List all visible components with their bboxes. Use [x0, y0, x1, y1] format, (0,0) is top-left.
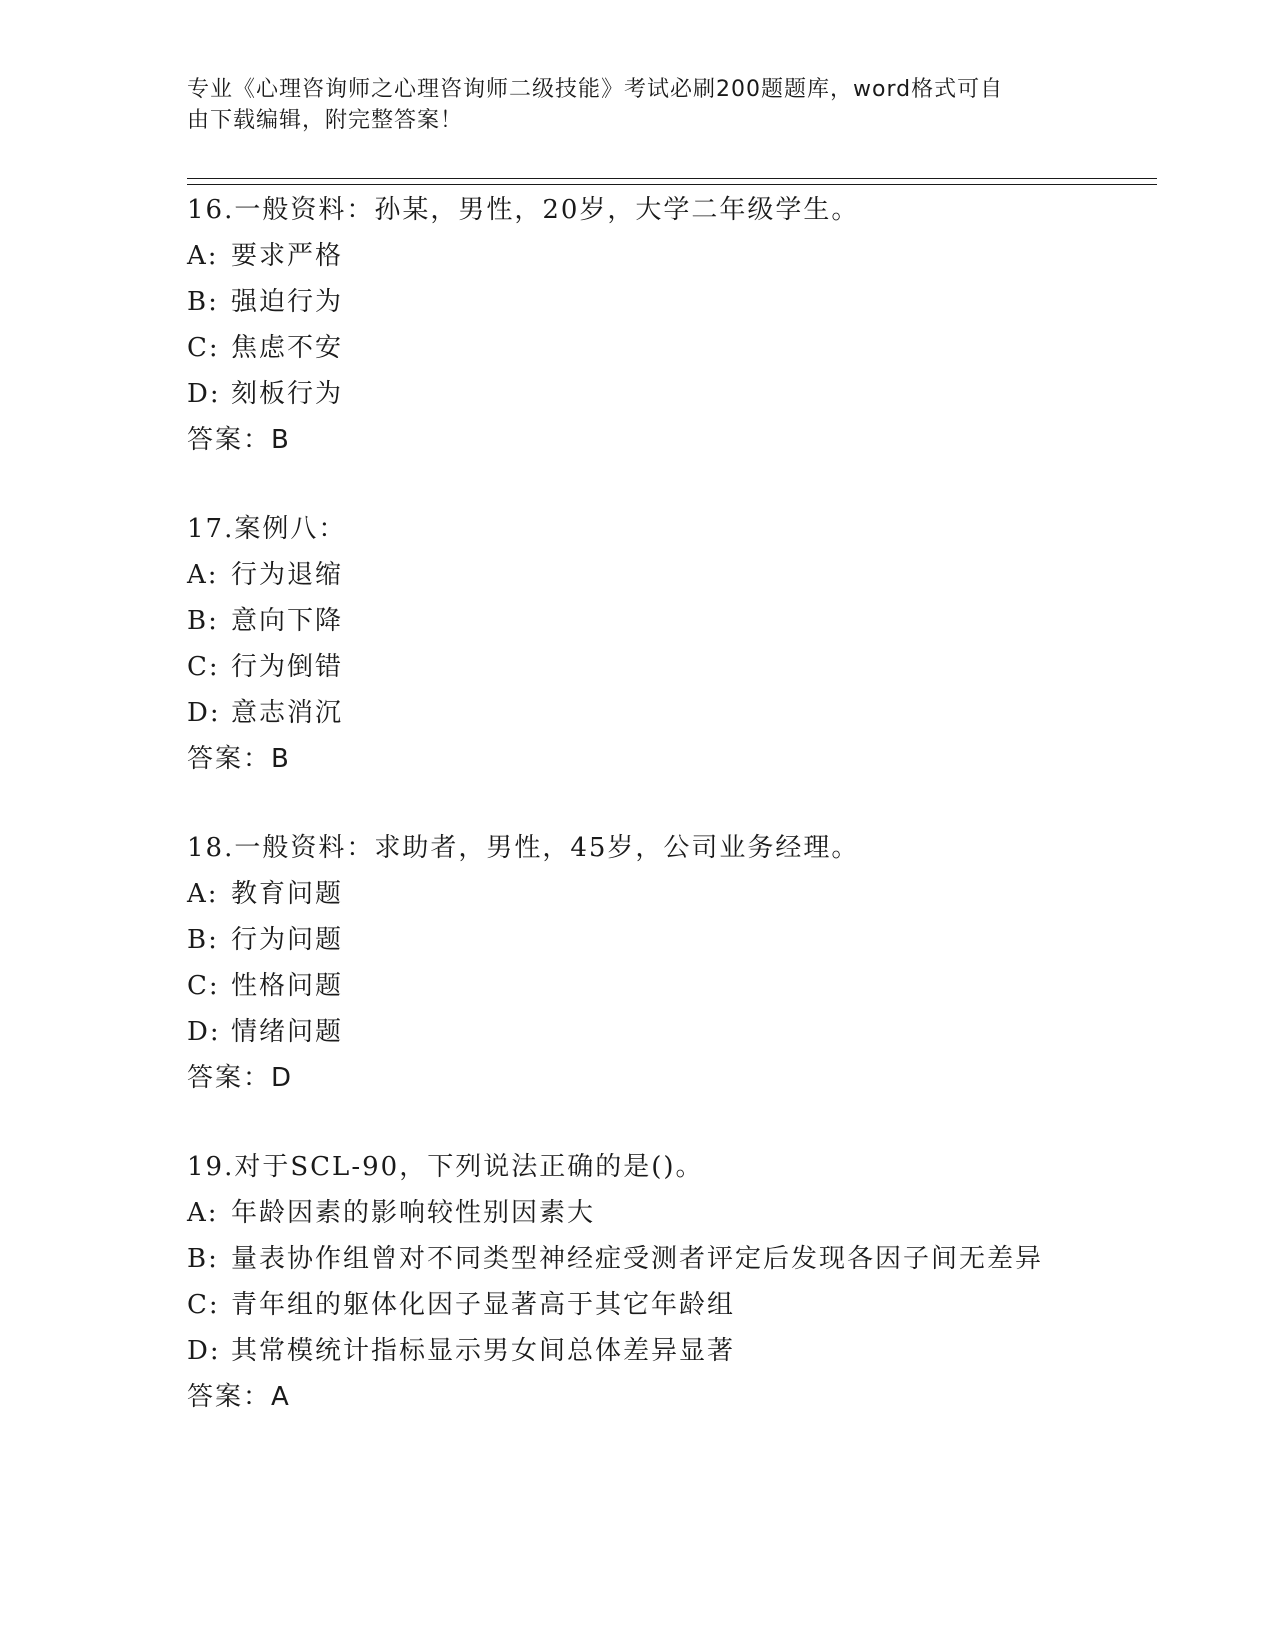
answer-label: 答案：	[187, 1382, 272, 1412]
option-b	[187, 917, 1187, 963]
answer-value: B	[271, 425, 289, 455]
option-key: D:	[187, 1017, 221, 1047]
option-key: D:	[187, 698, 221, 728]
option-text: 意志消沉	[231, 698, 344, 728]
option-key: B:	[187, 925, 219, 955]
question-stem: 17.案例八：	[187, 514, 347, 544]
option-key: A:	[187, 241, 219, 271]
option-text: 焦虑不安	[231, 333, 344, 363]
option-c	[187, 1282, 1187, 1328]
answer-line	[187, 1055, 1187, 1101]
answer-label: 答案：	[187, 1063, 272, 1093]
answer-label: 答案：	[187, 425, 272, 455]
option-d	[187, 1009, 1187, 1055]
option-text: 其常模统计指标显示男女间总体差异显著	[231, 1336, 736, 1366]
header-divider-top	[187, 178, 1157, 179]
option-text: 青年组的躯体化因子显著高于其它年龄组	[231, 1290, 736, 1320]
option-key: C:	[187, 333, 220, 363]
answer-value: A	[271, 1382, 289, 1412]
option-a	[187, 233, 1187, 279]
option-d	[187, 1328, 1187, 1374]
answer-value: D	[271, 1063, 292, 1093]
option-c	[187, 644, 1187, 690]
header-divider-bottom	[187, 184, 1157, 185]
option-text: 意向下降	[231, 606, 344, 636]
option-key: A:	[187, 560, 219, 590]
question-stem: 19.对于SCL-90，下列说法正确的是()。	[187, 1152, 704, 1182]
question-19	[187, 1144, 1187, 1420]
answer-label: 答案：	[187, 744, 272, 774]
option-text: 教育问题	[231, 879, 344, 909]
option-key: A:	[187, 879, 219, 909]
option-key: A:	[187, 1198, 219, 1228]
option-c	[187, 325, 1187, 371]
question-18	[187, 825, 1187, 1101]
option-d	[187, 690, 1187, 736]
header-line-2: 由下载编辑，附完整答案！	[187, 108, 464, 133]
option-a	[187, 1190, 1187, 1236]
header-line-1: 专业《心理咨询师之心理咨询师二级技能》考试必刷200题题库，word格式可自	[187, 77, 1004, 102]
answer-value: B	[271, 744, 289, 774]
option-key: B:	[187, 606, 219, 636]
question-16	[187, 187, 1187, 463]
option-key: C:	[187, 971, 220, 1001]
question-stem: 18.一般资料：求助者，男性，45岁，公司业务经理。	[187, 833, 860, 863]
option-b	[187, 279, 1187, 325]
question-stem: 16.一般资料：孙某，男性，20岁，大学二年级学生。	[187, 195, 860, 225]
option-key: C:	[187, 1290, 220, 1320]
option-key: D:	[187, 379, 221, 409]
answer-line	[187, 736, 1187, 782]
option-a	[187, 552, 1187, 598]
answer-line	[187, 1374, 1187, 1420]
option-b	[187, 598, 1187, 644]
answer-line	[187, 417, 1187, 463]
option-text: 情绪问题	[231, 1017, 344, 1047]
option-text: 性格问题	[231, 971, 344, 1001]
option-c	[187, 963, 1187, 1009]
option-key: B:	[187, 1244, 219, 1274]
document-header	[187, 74, 1067, 136]
option-text: 年龄因素的影响较性别因素大	[231, 1198, 596, 1228]
option-text: 要求严格	[231, 241, 344, 271]
option-a	[187, 871, 1187, 917]
option-text: 行为倒错	[231, 652, 344, 682]
option-text: 强迫行为	[231, 287, 344, 317]
option-key: B:	[187, 287, 219, 317]
option-text: 行为退缩	[231, 560, 344, 590]
option-key: D:	[187, 1336, 221, 1366]
option-d	[187, 371, 1187, 417]
option-b	[187, 1236, 1187, 1282]
option-text: 行为问题	[231, 925, 344, 955]
question-17	[187, 506, 1187, 782]
option-key: C:	[187, 652, 220, 682]
option-text: 量表协作组曾对不同类型神经症受测者评定后发现各因子间无差异	[231, 1244, 1044, 1274]
option-text: 刻板行为	[231, 379, 344, 409]
